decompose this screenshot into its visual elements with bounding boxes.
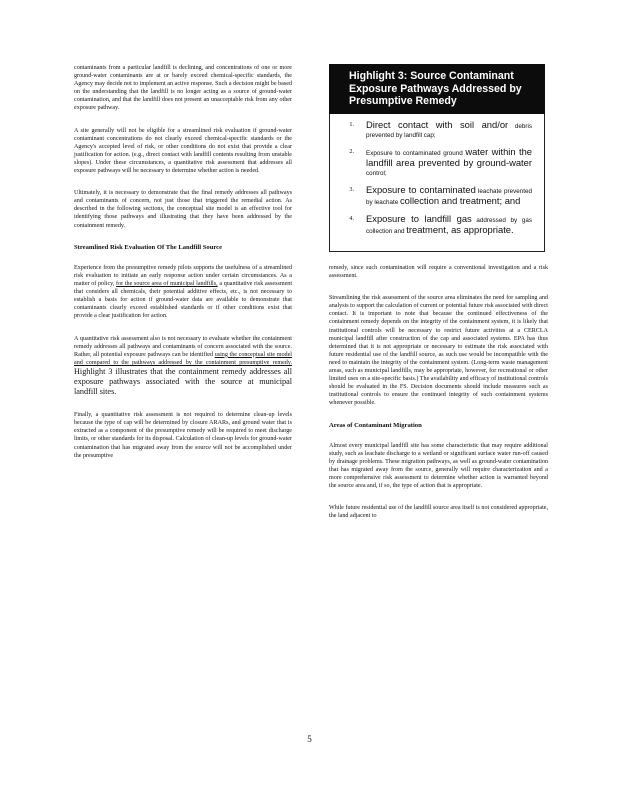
left-paragraph-5 bbox=[74, 335, 292, 398]
highlight-title: Highlight 3: Source Contaminant Exposure Pathways Addressed by Presumptive Remedy bbox=[329, 64, 545, 114]
p5-underlined: using the conceptual site model and compared to the pathways addressed by the containment presumptive remedy. bbox=[74, 351, 293, 366]
left-column bbox=[74, 64, 292, 460]
left-paragraph-3: Ultimately, it is necessary to demonstrate that the final remedy addresses all pathways and contaminants of concern, not just those that triggered the remedial action. As described in the following sections, the conceptual site model is an effective tool for identifying those pathways and illustrating that they have been addressed by the containment remedy. bbox=[74, 190, 292, 229]
left-paragraph-6: Finally, a quantitative risk assessment is not required to determine clean-up levels because the type of cap will be determined by closure ARARs, and ground water that is extracted as a component of the presumptive remedy will be required to meet discharge limits, or other standards for its disposal. Calculation of clean-up levels for ground-water contamination that has migrated away from the source will not be accomplished under the presumptive bbox=[74, 412, 292, 459]
p5-text-a: A quantitative risk assessment also is not necessary to evaluate whether the containment remedy addresses all pathways and contaminants of concern associated with the source. Rather, all potential exposure pathways can be identified bbox=[74, 335, 292, 358]
highlight-item-text-small: control; bbox=[366, 170, 387, 177]
highlight-item-1 bbox=[330, 120, 532, 140]
highlight-3-box bbox=[329, 64, 548, 252]
highlight-item-number: 3. bbox=[349, 186, 354, 193]
p4-text-b: a quantitative risk assessment that considers all chemicals, their potential additive effects, etc., is not necessary to establish a basis for action if ground-water data are available to demonstrate that contaminants clearly exceed established standards or if other conditions exist that provide a clear justification for action. bbox=[74, 281, 293, 320]
right-column bbox=[329, 64, 548, 521]
highlight-item-text-large: treatment, as appropriate. bbox=[406, 224, 514, 235]
highlight-item-2 bbox=[330, 147, 532, 178]
highlight-item-number: 2. bbox=[349, 148, 354, 155]
right-paragraph-1: remedy, since such contamination will require a conventional investigation and a risk assessment. bbox=[329, 265, 548, 280]
left-paragraph-4 bbox=[74, 264, 292, 321]
section-heading-contaminant-migration: Areas of Contaminant Migration bbox=[329, 421, 422, 429]
highlight-item-3 bbox=[330, 185, 532, 207]
highlight-item-text-large: Exposure to contaminated bbox=[366, 184, 476, 195]
right-paragraph-4: While future residential use of the landfill source area itself is not considered appropriate, the land adjacent to bbox=[329, 505, 548, 520]
highlight-item-text-small: Exposure to contaminated ground bbox=[366, 150, 463, 157]
page-number: 5 bbox=[307, 734, 312, 744]
section-heading-streamlined-risk: Streamlined Risk Evaluation Of The Landfill Source bbox=[74, 243, 223, 251]
highlight-item-text-large: collection and treatment; and bbox=[399, 195, 521, 206]
highlight-item-number: 1. bbox=[349, 121, 354, 128]
highlight-item-text-large: water within the landfill area prevented by ground-water bbox=[366, 146, 532, 168]
highlight-item-text-small: debris prevented by landfill cap; bbox=[366, 123, 533, 139]
right-paragraph-3: Almost every municipal landfill site has some characteristic that may require additional study, such as leachate discharge to a wetland or significant surface water run-off caused by drainage problems. These migration pathways, as well as ground-water contamination that has migrated away from the source, generally will require characterization and a more comprehensive risk assessment to determine whether action is warranted beyond the source area and, if so, the type of action that is appropriate. bbox=[329, 442, 548, 490]
highlight-item-text-small: addressed by gas collection and bbox=[366, 217, 532, 235]
highlight-item-number: 4. bbox=[349, 215, 354, 222]
p4-underlined: for the source area of municipal landfills, bbox=[116, 281, 218, 288]
highlight-item-text-large: Exposure to landfill gas bbox=[366, 213, 472, 224]
p4-text-a: Experience from the presumptive remedy pilots supports the usefulness of a streamlined risk evaluation to initiate an early response action under certain circumstances. As a matter of policy, bbox=[74, 264, 292, 288]
left-paragraph-1: contaminants from a particular landfill is declining, and concentrations of one or more ground-water contaminants are at or barely exceed chemical-specific standards, the Agency may decide not to implement an active response. Such a decision might be based on the understanding that the landfill is no longer acting as a source of ground-water contamination, and that the landfill does not present an unacceptable risk from any other exposure pathway. bbox=[74, 65, 292, 112]
p5-text-b: Highlight 3 illustrates that the containment remedy addresses all exposure pathways associated with the source at municipal landfill sites. bbox=[74, 366, 292, 397]
highlight-item-text-large: Direct contact with soil and/or bbox=[366, 119, 509, 130]
right-paragraph-2: Streamlining the risk assessment of the source area eliminates the need for sampling and analysis to support the calculation of current or potential future risk associated with direct contact. It is important to note that because the continued effectiveness of the containment remedy depends on the integrity of the containment system, it is likely that institutional controls will be necessary to restrict future activities at a CERCLA municipal landfill after construction of the cap and associated systems. EPA has thus determined that it is not appropriate or necessary to estimate the risk associated with future residential use of the landfill source, as such use would be incompatible with the need to maintain the integrity of the containment system. (Long-term waste management areas, such as municipal landfills, may be appropriate, however, for recreational or other limited uses on a site-specific basis.) The availability and efficacy of institutional controls should be evaluated in the FS. Decision documents should include measures such as institutional controls to ensure the continued integrity of such containment systems whenever possible. bbox=[329, 295, 548, 407]
highlight-list bbox=[329, 114, 545, 252]
highlight-item-text-small: leachate prevented by leachate bbox=[366, 188, 532, 206]
left-paragraph-2: A site generally will not be eligible for a streamlined risk evaluation if ground-water contaminant concentrations do not clearly exceed chemical-specific standards or the Agency's accepted level of risk, or other conditions do not exist that provide a clear justification for action. (e.g., direct contact with landfill contents resulting from unstable slopes). Under these circumstances, a quantitative risk assessment that addresses all exposure pathways will be necessary to determine whether action is needed. bbox=[74, 127, 292, 175]
highlight-item-4 bbox=[330, 214, 532, 236]
